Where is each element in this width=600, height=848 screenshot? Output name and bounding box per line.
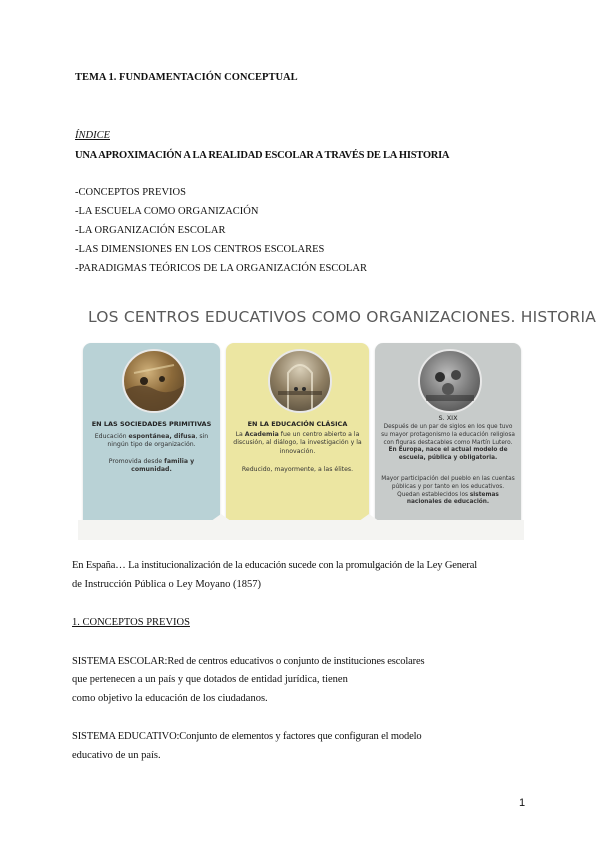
panel-text: Promovida desde familia y comunidad. bbox=[108, 458, 195, 474]
infographic-title: LOS CENTROS EDUCATIVOS COMO ORGANIZACIONES. HISTORIA bbox=[88, 308, 597, 326]
academy-painting-image bbox=[268, 349, 332, 413]
panel-text: Mayor participación del pueblo en las cuentas públicas y por tanto en los educativos. Quedan establecidos los sistemas nacionales de educación. bbox=[381, 476, 515, 506]
panel-text: Educación espontánea, difusa, sin ningún tipo de organización. bbox=[94, 433, 209, 449]
page-number: 1 bbox=[519, 797, 526, 809]
index-subtitle: UNA APROXIMACIÓN A LA REALIDAD ESCOLAR A TRAVÉS DE LA HISTORIA bbox=[75, 150, 450, 161]
infographic-footer-band bbox=[78, 520, 524, 540]
panel-text: La Academia fue un centro abierto a la discusión, al diálogo, la investigación y la innovación. bbox=[233, 431, 362, 455]
definition-line: que pertenecen a un país y que dotados de entidad jurídica, tienen bbox=[72, 674, 348, 685]
paragraph-line: de Instrucción Pública o Ley Moyano (1857) bbox=[72, 579, 261, 590]
index-item: -PARADIGMAS TEÓRICOS DE LA ORGANIZACIÓN ESCOLAR bbox=[75, 263, 367, 274]
index-item: -LAS DIMENSIONES EN LOS CENTROS ESCOLARES bbox=[75, 244, 325, 255]
panel-text: Reducido, mayormente, a las élites. bbox=[241, 466, 354, 473]
panel-text: Después de un par de siglos en los que tuvo su mayor protagonismo la educación religiosa con figuras destacables como Martín Lutero. En Europa, nace el actual modelo de escuela, pública y obligatoria. bbox=[381, 424, 515, 462]
panel-primitive-societies bbox=[83, 343, 220, 529]
section-heading: 1. CONCEPTOS PREVIOS bbox=[72, 617, 190, 628]
notch-divider bbox=[207, 514, 235, 524]
panel-19th-century bbox=[375, 343, 521, 529]
panel-heading: S. XIX bbox=[438, 414, 458, 422]
definition-line: educativo de un país. bbox=[72, 750, 161, 761]
index-item: -LA ESCUELA COMO ORGANIZACIÓN bbox=[75, 206, 259, 217]
definition-line: SISTEMA EDUCATIVO:Conjunto de elementos y factores que configuran el modelo bbox=[72, 731, 422, 742]
notch-divider bbox=[355, 514, 383, 524]
panel-heading: EN LA EDUCACIÓN CLÁSICA bbox=[247, 420, 348, 428]
panel-heading: EN LAS SOCIEDADES PRIMITIVAS bbox=[91, 420, 212, 428]
history-infographic bbox=[78, 300, 597, 540]
paragraph-line: En España… La institucionalización de la educación sucede con la promulgación de la Ley General bbox=[72, 560, 477, 571]
index-label: ÍNDICE bbox=[75, 130, 110, 141]
cave-painting-image bbox=[122, 349, 186, 413]
index-item: -LA ORGANIZACIÓN ESCOLAR bbox=[75, 225, 226, 236]
index-item: -CONCEPTOS PREVIOS bbox=[75, 187, 186, 198]
document-title: TEMA 1. FUNDAMENTACIÓN CONCEPTUAL bbox=[75, 72, 298, 83]
classroom-photo-image bbox=[418, 349, 482, 413]
panel-classical-education bbox=[226, 343, 369, 529]
definition-line: como objetivo la educación de los ciudadanos. bbox=[72, 693, 268, 704]
definition-line: SISTEMA ESCOLAR:Red de centros educativos o conjunto de instituciones escolares bbox=[72, 656, 425, 667]
